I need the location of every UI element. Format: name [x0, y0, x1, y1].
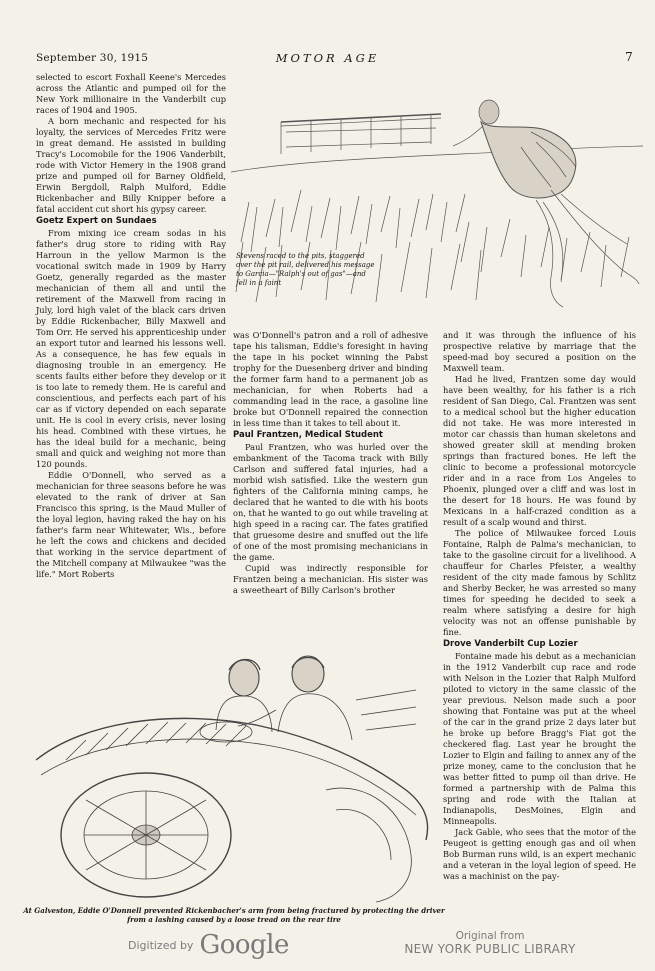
google-watermark	[128, 930, 289, 960]
paragraph: and it was through the influence of his prospective relative by marriage that the speed-mad boy secured a position on the Maxwell team.	[443, 330, 636, 373]
paragraph: was O'Donnell's patron and a roll of adhesive tape his talisman, Eddie's foresight in having the tape in his pocket winning the Pabst trophy for the Duesenberg driver and binding the former farm hand to a permanent job as mechanician, for when Roberts had a commanding lead in the race, a gasoline line broke but O'Donnell repaired the connection in less time than it takes to tell about it.	[233, 330, 428, 428]
caption-runner: Stevens raced to the pits, staggered over the pit rail, delivered his message to Garcia—"Ralph's out of gas"—and fell in a faint	[236, 252, 375, 287]
paragraph: Jack Gable, who sees that the motor of the Peugeot is getting enough gas and oil when Bob Burman runs wild, is an expert mechanic and a veteran in the loyal legion of speed. He was a machinist on the pay-	[443, 827, 636, 881]
original-from-label: Original from	[455, 930, 525, 942]
column-middle	[233, 330, 428, 596]
paragraph: Had he lived, Frantzen some day would have been wealthy, for his father is a rich resident of San Diego, Cal. Frantzen was sent to a medical school but the higher education did not take. He was more interested in motor car chassis than human skeletons and showed greater skill at mending broken springs than fractured bones. He left the clinic to become a professional motorcycle rider and in a race from Los Angeles to Phoenix, plunged over a cliff and was lost in the desert for 18 hours. He was found by Mexicans in a half-crazed condition as a result of a scalp wound and thirst.	[443, 374, 636, 527]
subheading: Paul Frantzen, Medical Student	[233, 430, 383, 440]
paragraph: selected to escort Foxhall Keene's Mercedes across the Atlantic and pumped oil for the New York millionaire in the Vanderbilt cup races of 1904 and 1905.	[36, 72, 226, 115]
paragraph: Fontaine made his debut as a mechanician in the 1912 Vanderbilt cup race and rode with Nelson in the Lozier that Ralph Mulford piloted to victory in the same classic of the year previous. Nelson made such a poor showing that Fontaine was put at the wheel of the car in the grand prize 2 days later but he broke up before Bragg's Fiat got the checkered flag. Last year he brought the Lozier to Elgin and failing to annex any of the prize money, came to the conclusion that he was better fitted to pump oil than drive. He formed a partnership with de Palma this spring and rode with the Italian at Indianapolis, DesMoines, Elgin and Minneapolis.	[443, 651, 636, 826]
digitized-by-label: Digitized by	[128, 938, 194, 952]
paragraph: Cupid was indirectly responsible for Frantzen being a mechanician. His sister was a sweetheart of Billy Carlson's brother	[233, 563, 428, 595]
paragraph: From mixing ice cream sodas in his father's drug store to riding with Ray Harroun in the yellow Marmon is the vocational switch made in 1909 by Harry Goetz, generally regarded as the master mechanician of them all and until the retirement of the Maxwell from racing in July, lord high valet of the black cars driven by Eddie Rickenbacher, Billy Maxwell and Tom Orr. He served his apprenticeship under an export tutor and learned his lessons well. As a consequence, he has few equals in diagnosing trouble in an emergency. He scents faults either before they develop or it is too late to remedy them. He is careful and conscientious, and perfects each part of his car as if victory depended on each separate unit. He is cool in every crisis, never losing his head. Combined with these virtues, he has the ideal build for a mechanic, being small and quick and weighing not more than 120 pounds.	[36, 228, 226, 469]
paragraph: Paul Frantzen, who was hurled over the embankment of the Tacoma track with Billy Carlson and suffered fatal injuries, had a morbid wish satisfied. Like the western gun fighters of the California mining camps, he declared that he wanted to die with his boots on, that he wanted to go out while traveling at high speed in a racing car. The fates gratified that gruesome desire and snuffed out the life of one of the most promising mechanicians in the game.	[233, 442, 428, 562]
paragraph: Eddie O'Donnell, who served as a mechanician for three seasons before he was elevated to the rank of driver at San Francisco this spring, is the Maud Muller of the loyal legion, having raked the hay on his father's farm near Whitewater, Wis., before he left the cows and chickens and decided that working in the service department of the Mitchell company at Milwaukee "was the life." Mort Roberts	[36, 470, 226, 579]
race-car-sketch	[26, 640, 436, 908]
caption-race-car: At Galveston, Eddie O'Donnell prevented Rickenbacher's arm from being fractured by protecting the driver from a lashing caused by a loose tread on the rear tire	[23, 906, 445, 924]
paragraph: A born mechanic and respected for his loyalty, the services of Mercedes Fritz were in great demand. He assisted in building Tracy's Locomobile for the 1906 Vanderbilt, rode with Victor Hemery in the 1908 grand prize and pumped oil for Barney Oldfield, Erwin Bergdoll, Ralph Mulford, Eddie Rickenbacher and Billy Knipper before a fatal accident cut short his gypsy career.	[36, 116, 226, 214]
header-title: MOTOR AGE	[275, 51, 380, 65]
header-date: September 30, 1915	[36, 52, 149, 64]
google-logo: Google	[199, 930, 289, 960]
illustration-race-car	[26, 640, 436, 908]
column-right	[443, 330, 636, 882]
library-watermark	[390, 930, 590, 956]
column-left	[36, 72, 226, 580]
page-number: 7	[625, 50, 633, 64]
library-name: NEW YORK PUBLIC LIBRARY	[404, 942, 576, 956]
subheading: Goetz Expert on Sundaes	[36, 216, 157, 226]
paragraph: The police of Milwaukee forced Louis Fontaine, Ralph de Palma's mechanician, to take to the gasoline circuit for a livelihood. A chauffeur for Charles Pfeister, a wealthy resident of the city made famous by Schlitz and Sherby Becker, he was arrested so many times for speeding he decided to seek a realm where satisfying a desire for high velocity was not an offense punishable by fine.	[443, 528, 636, 637]
subheading: Drove Vanderbilt Cup Lozier	[443, 639, 578, 649]
